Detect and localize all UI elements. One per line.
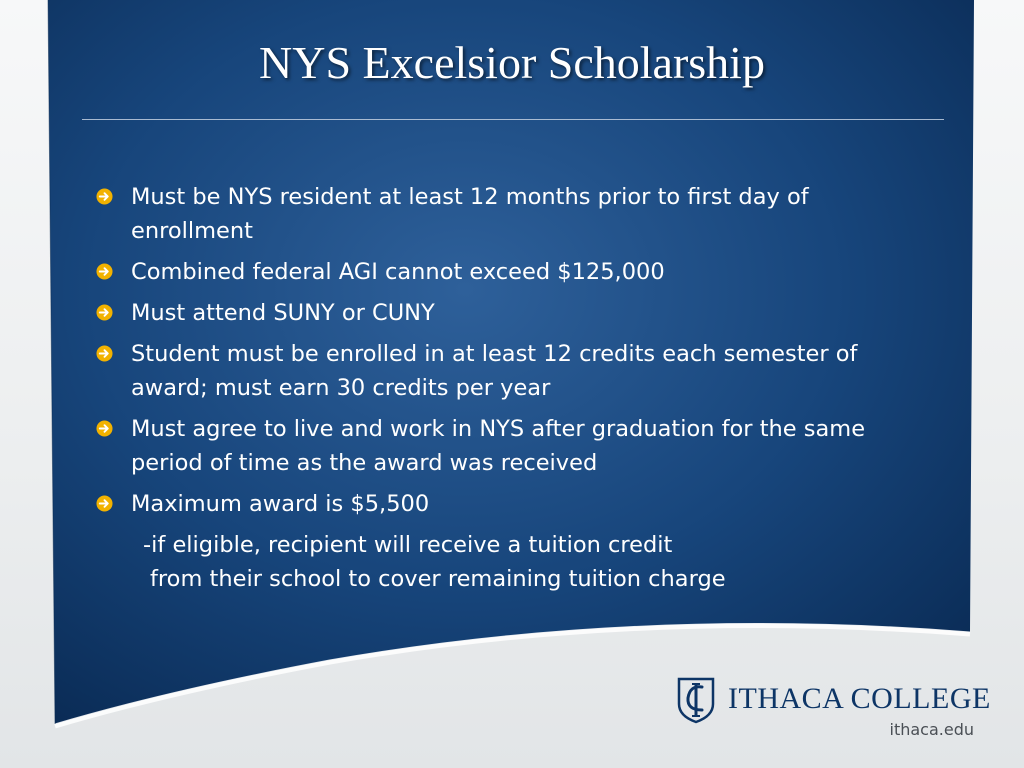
bullet-item [96, 337, 896, 405]
arrow-circle-bullet-icon [96, 495, 113, 512]
arrow-circle-bullet-icon [96, 304, 113, 321]
ithaca-college-logo [676, 676, 991, 746]
bullet-text: Student must be enrolled in at least 12 credits each semester of award; must earn 30 credits per year [131, 341, 858, 401]
bullet-text: Maximum award is $5,500 [131, 491, 430, 517]
slide-title: NYS Excelsior Scholarship [259, 37, 765, 88]
college-name: ITHACA COLLEGE [728, 682, 991, 715]
bullet-text: Must be NYS resident at least 12 months prior to first day of enrollment [131, 184, 809, 244]
bullet-item [96, 412, 896, 480]
bullet-item [96, 296, 896, 330]
bullet-item [96, 255, 896, 289]
arrow-circle-bullet-icon [96, 420, 113, 437]
bullet-list [96, 180, 896, 528]
bullet-text: Must attend SUNY or CUNY [131, 300, 435, 326]
ithaca-college-shield-icon [676, 676, 716, 724]
arrow-circle-bullet-icon [96, 263, 113, 280]
award-note-line-2: from their school to cover remaining tuition charge [150, 566, 726, 592]
bullet-item [96, 487, 896, 521]
arrow-circle-bullet-icon [96, 345, 113, 362]
college-url: ithaca.edu [889, 720, 974, 739]
bullet-text: Combined federal AGI cannot exceed $125,000 [131, 259, 665, 285]
title-divider [82, 119, 944, 120]
arrow-circle-bullet-icon [96, 188, 113, 205]
bullet-text: Must agree to live and work in NYS after graduation for the same period of time as the award was received [131, 416, 866, 476]
award-note [143, 528, 726, 596]
award-note-line-1: -if eligible, recipient will receive a tuition credit [143, 532, 673, 558]
bullet-item [96, 180, 896, 248]
